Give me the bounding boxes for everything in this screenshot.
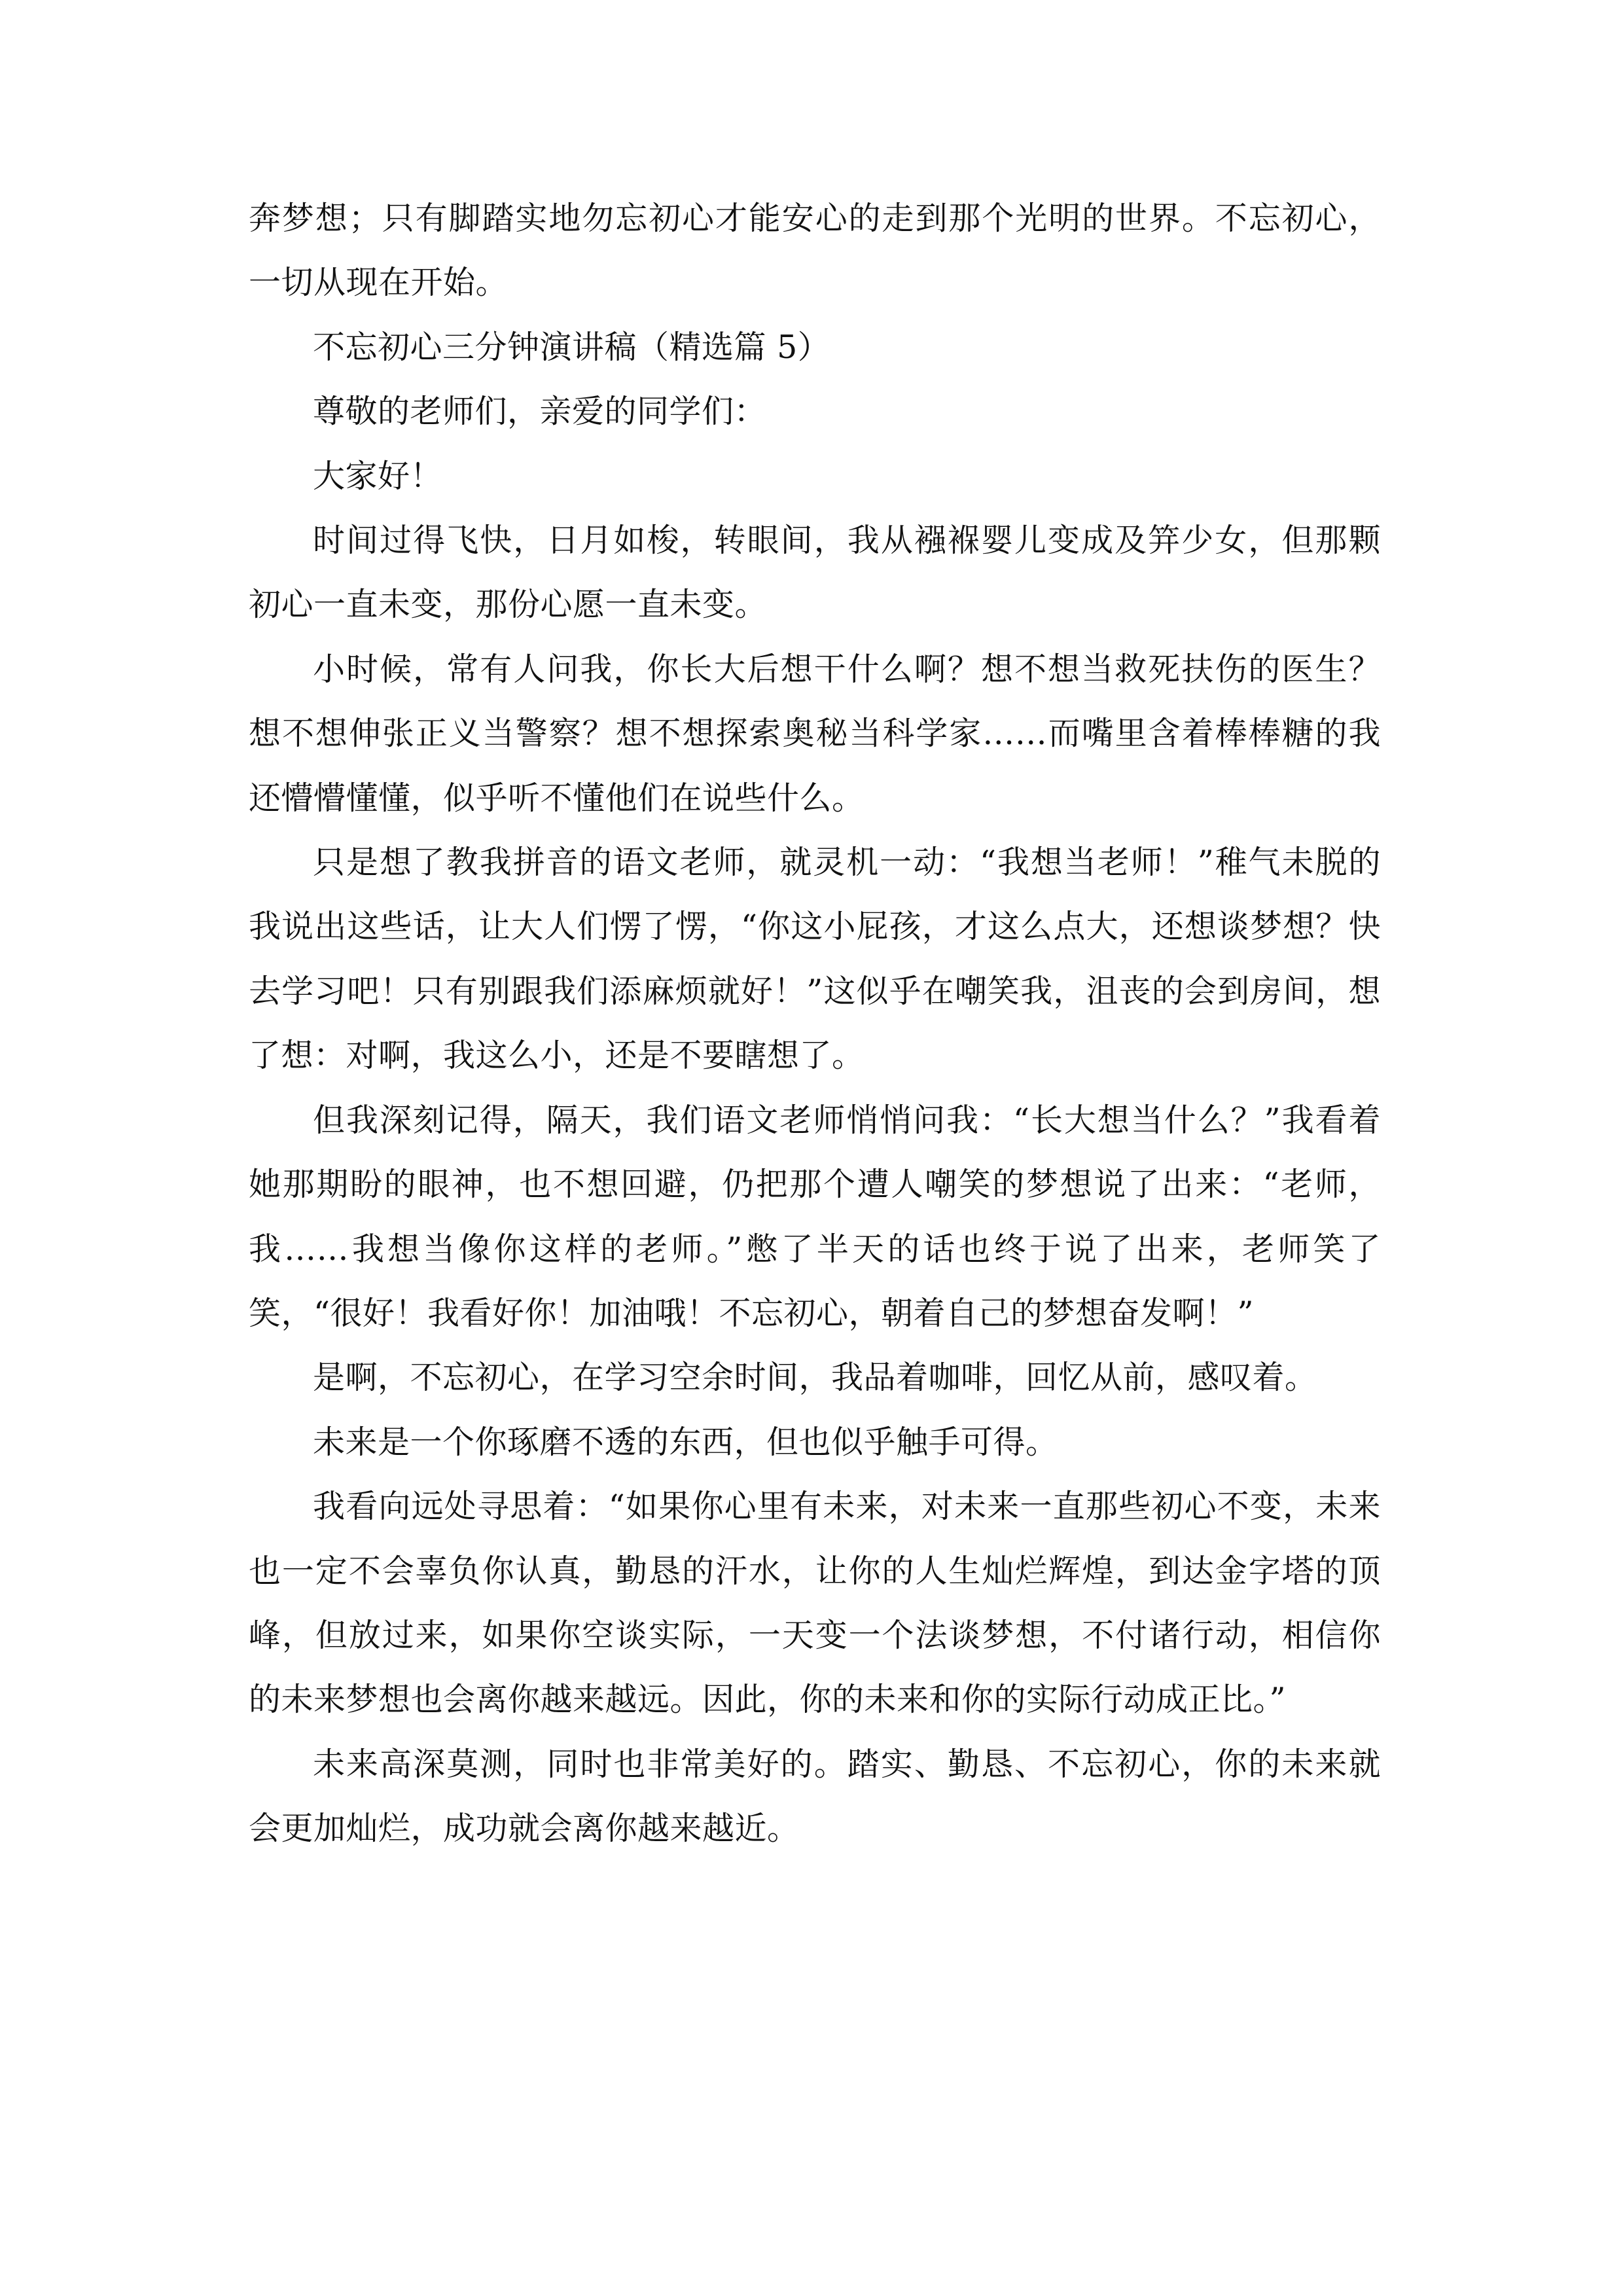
document-body bbox=[249, 187, 1381, 1861]
paragraph: 只是想了教我拼音的语文老师，就灵机一动：“我想当老师！”稚气未脱的我说出这些话，让大人们愣了愣，“你这小屁孩，才这么点大，还想谈梦想？快去学习吧！只有别跟我们添麻烦就好！”这似乎在嘲笑我，沮丧的会到房间，想了想：对啊，我这么小，还是不要瞎想了。 bbox=[249, 844, 1381, 1075]
paragraph: 未来是一个你琢磨不透的东西，但也似乎触手可得。 bbox=[313, 1423, 1058, 1461]
greeting: 大家好！ bbox=[313, 457, 443, 495]
paragraph: 我看向远处寻思着：“如果你心里有未来，对未来一直那些初心不变，未来也一定不会辜负你认真，勤恳的汗水，让你的人生灿烂辉煌，到达金字塔的顶峰，但放过来，如果你空谈实际，一天变一个法谈梦想，不付诸行动，相信你的未来梦想也会离你越来越远。因此，你的未来和你的实际行动成正比。” bbox=[249, 1488, 1381, 1719]
section-heading: 不忘初心三分钟演讲稿（精选篇 5） bbox=[313, 328, 830, 366]
paragraph: 但我深刻记得，隔天，我们语文老师悄悄问我：“长大想当什么？”我看着她那期盼的眼神，也不想回避，仍把那个遭人嘲笑的梦想说了出来：“老师，我……我想当像你这样的老师。”憋了半天的话也终于说了出来，老师笑了笑，“很好！我看好你！加油哦！不忘初心，朝着自己的梦想奋发啊！” bbox=[249, 1101, 1381, 1332]
salutation: 尊敬的老师们，亲爱的同学们： bbox=[313, 393, 767, 431]
paragraph-continuation: 奔梦想；只有脚踏实地勿忘初心才能安心的走到那个光明的世界。不忘初心，一切从现在开始。 bbox=[249, 200, 1381, 302]
paragraph: 未来高深莫测，同时也非常美好的。踏实、勤恳、不忘初心，你的未来就会更加灿烂，成功就会离你越来越近。 bbox=[249, 1745, 1381, 1848]
paragraph: 小时候，常有人问我，你长大后想干什么啊？想不想当救死扶伤的医生？想不想伸张正义当警察？想不想探索奥秘当科学家……而嘴里含着棒棒糖的我还懵懵懂懂，似乎听不懂他们在说些什么。 bbox=[249, 650, 1381, 817]
paragraph: 时间过得飞快，日月如梭，转眼间，我从襁褓婴儿变成及笄少女，但那颗初心一直未变，那份心愿一直未变。 bbox=[249, 522, 1381, 624]
paragraph: 是啊，不忘初心，在学习空余时间，我品着咖啡，回忆从前，感叹着。 bbox=[313, 1359, 1317, 1397]
